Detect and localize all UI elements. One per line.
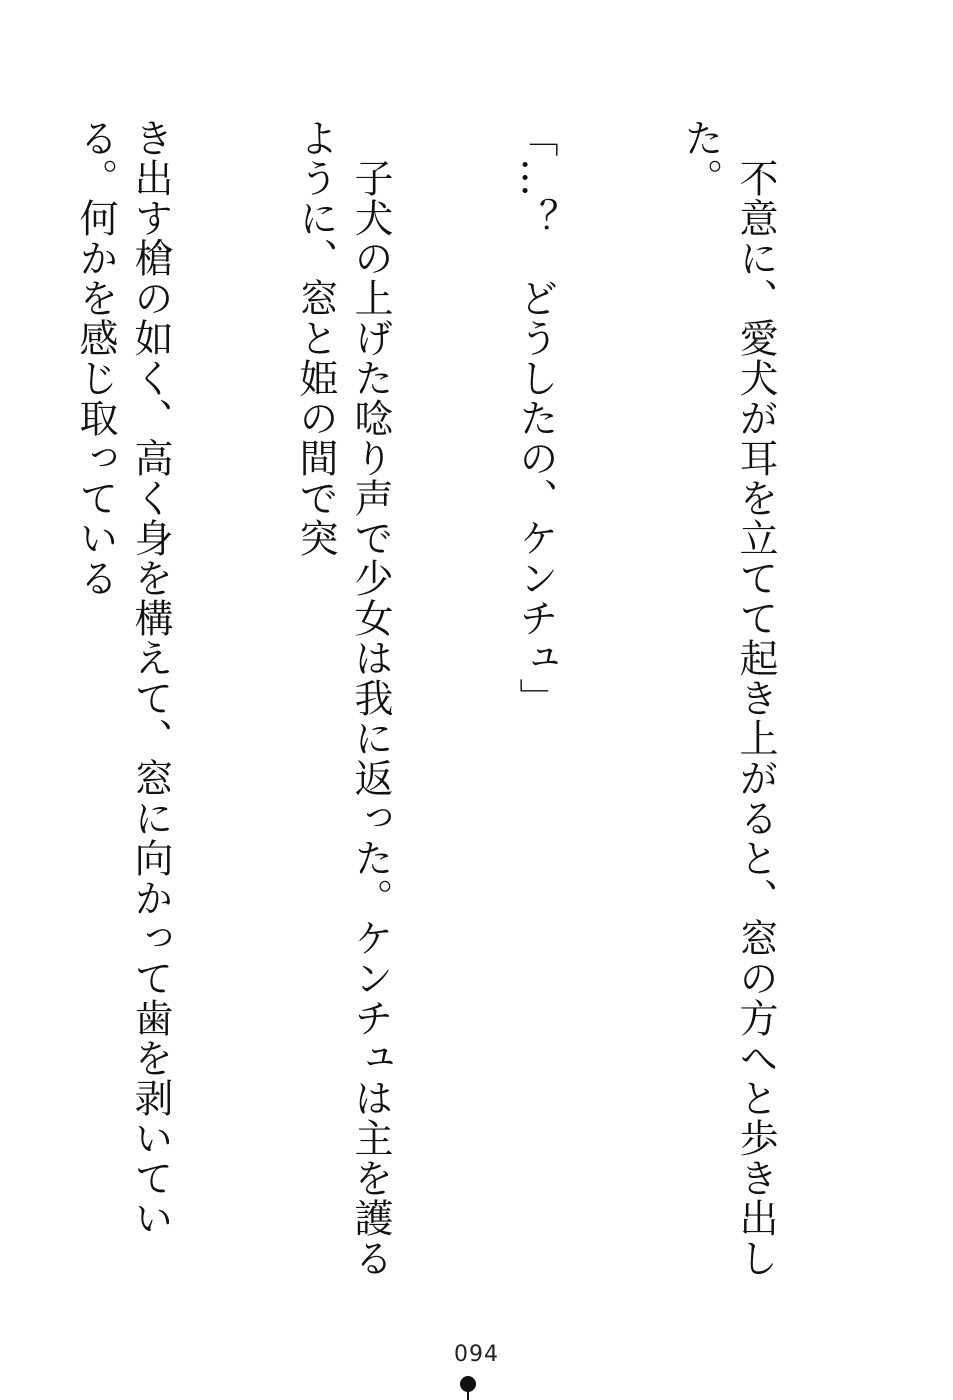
body-text	[0, 118, 893, 1308]
text-line: 「…？ どうしたの、ケンチュ」	[513, 118, 558, 718]
text-line: き出す槍の如く、高く身を構えて、窓に向かって歯を剥いている。何かを感じ取っている	[73, 118, 173, 1238]
page-marker-dot	[460, 1376, 476, 1392]
text-line: 子犬の上げた唸り声で少女は我に返った。ケンチュは主を護るように、窓と姫の間で突	[293, 118, 393, 1278]
text-line: 不意に、愛犬が耳を立てて起き上がると、窓の方へと歩き出した。	[678, 118, 778, 1278]
page-number: 094	[454, 1342, 499, 1367]
page-marker-stem	[467, 1392, 469, 1400]
